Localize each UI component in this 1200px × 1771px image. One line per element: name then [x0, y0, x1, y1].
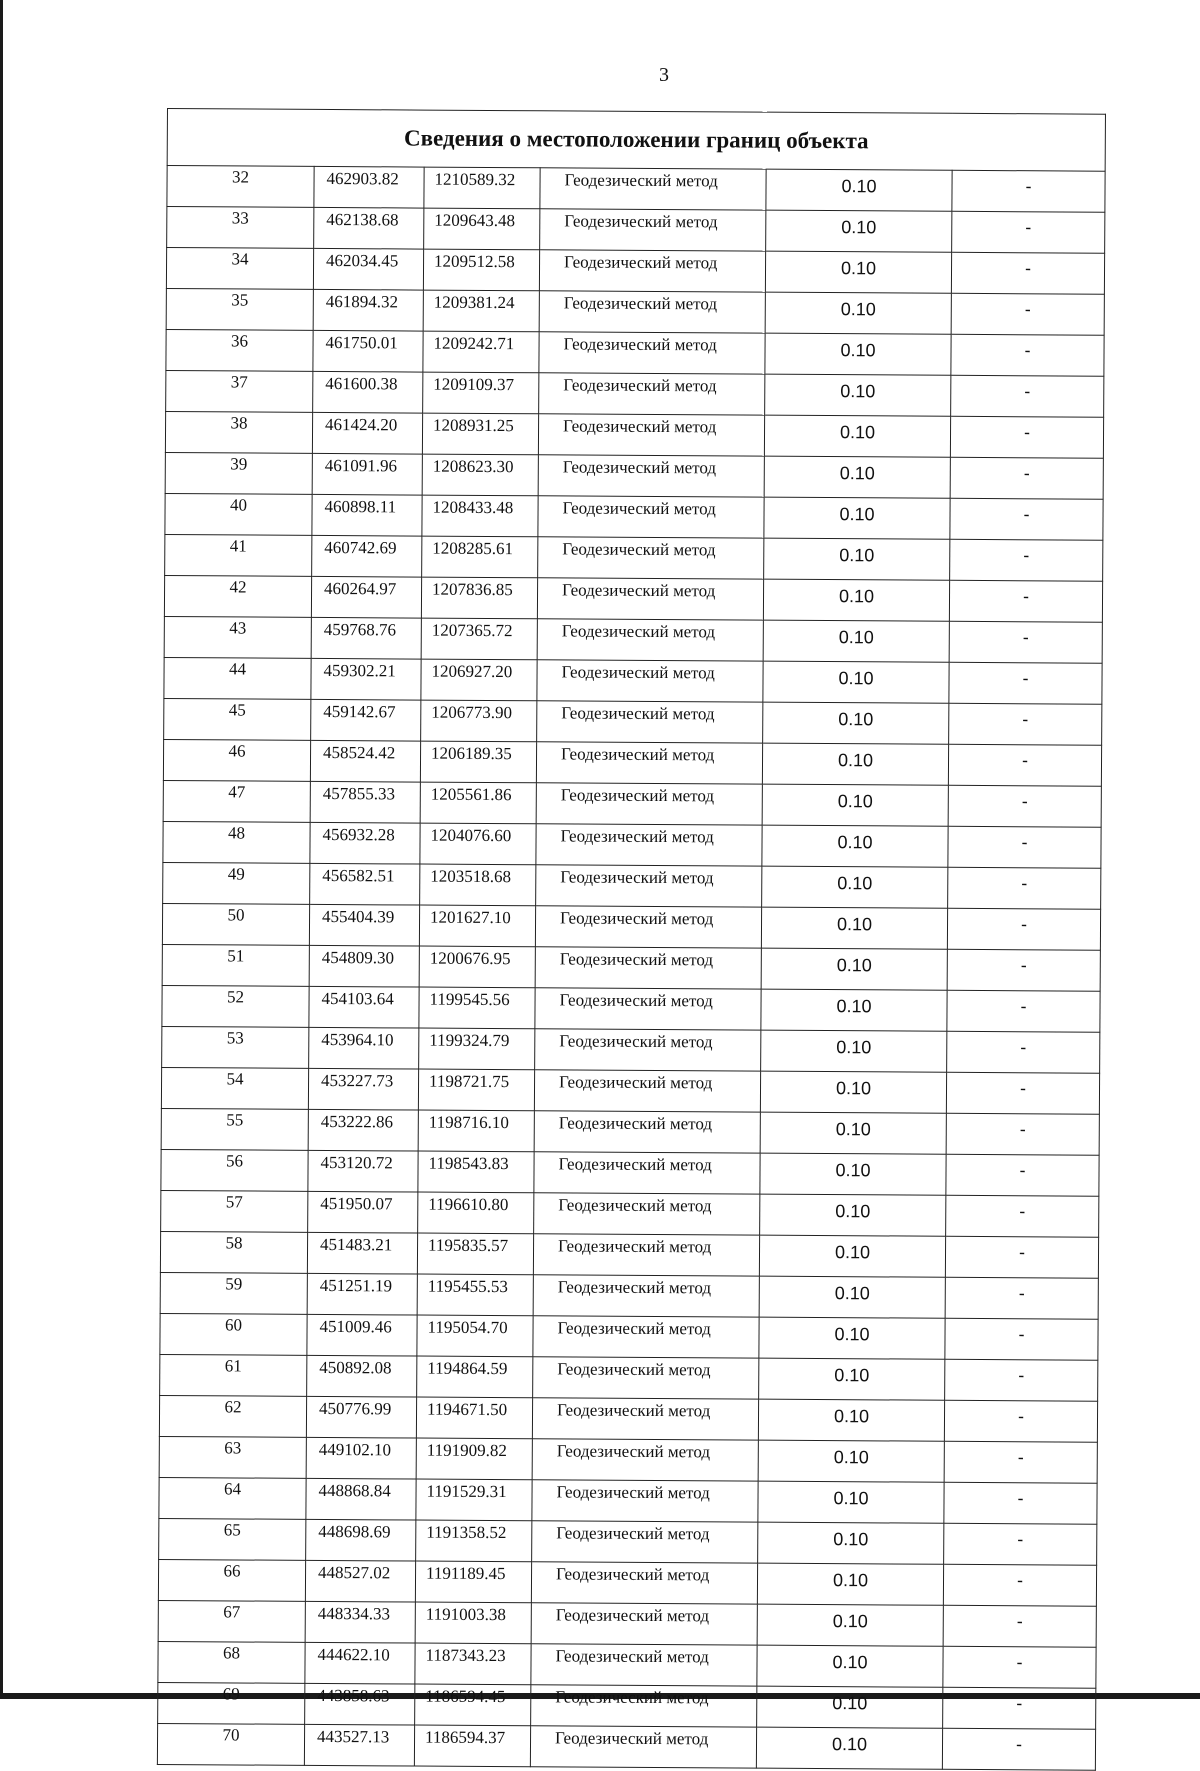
note-cell: -: [944, 1441, 1097, 1483]
point-number-cell: 38: [165, 411, 312, 453]
note-cell: -: [948, 867, 1101, 909]
point-number-cell: 37: [166, 370, 313, 412]
note-cell: -: [946, 1072, 1099, 1114]
y-coordinate-cell: 1191189.45: [415, 1561, 531, 1603]
accuracy-cell: 0.10: [759, 1358, 945, 1400]
method-cell: Геодезический метод: [538, 537, 764, 579]
x-coordinate-cell: 454809.30: [309, 945, 419, 987]
point-number-cell: 68: [158, 1641, 305, 1683]
method-cell: Геодезический метод: [536, 865, 762, 907]
x-coordinate-cell: 453222.86: [308, 1109, 418, 1151]
x-coordinate-cell: 453120.72: [308, 1150, 418, 1192]
accuracy-cell: 0.10: [762, 866, 948, 908]
y-coordinate-cell: 1191003.38: [415, 1602, 531, 1644]
point-number-cell: 32: [167, 166, 314, 208]
note-cell: -: [943, 1564, 1096, 1606]
method-cell: Геодезический метод: [539, 250, 765, 292]
x-coordinate-cell: 456582.51: [310, 863, 420, 905]
accuracy-cell: 0.10: [759, 1317, 945, 1359]
accuracy-cell: 0.10: [762, 743, 948, 785]
accuracy-cell: 0.10: [762, 784, 948, 826]
table-row: [160, 1313, 1098, 1360]
y-coordinate-cell: 1186594.37: [414, 1725, 530, 1767]
point-number-cell: 40: [165, 493, 312, 535]
table-row: [165, 452, 1103, 499]
accuracy-cell: 0.10: [758, 1440, 944, 1482]
table-row: [162, 903, 1100, 950]
table-row: [158, 1682, 1096, 1729]
point-number-cell: 45: [164, 698, 311, 740]
x-coordinate-cell: 451950.07: [308, 1191, 418, 1233]
x-coordinate-cell: 448334.33: [305, 1601, 415, 1643]
method-cell: Геодезический метод: [537, 578, 763, 620]
x-coordinate-cell: 453227.73: [308, 1068, 418, 1110]
x-coordinate-cell: 460898.11: [312, 494, 422, 536]
x-coordinate-cell: 462903.82: [314, 166, 424, 208]
y-coordinate-cell: 1199324.79: [419, 1028, 535, 1070]
y-coordinate-cell: 1194671.50: [416, 1397, 532, 1439]
method-cell: Геодезический метод: [540, 209, 766, 251]
note-cell: -: [951, 252, 1104, 294]
y-coordinate-cell: 1191529.31: [416, 1479, 532, 1521]
point-number-cell: 65: [159, 1518, 306, 1560]
method-cell: Геодезический метод: [536, 742, 762, 784]
x-coordinate-cell: 457855.33: [310, 781, 420, 823]
accuracy-cell: 0.10: [765, 292, 951, 334]
accuracy-cell: 0.10: [760, 1112, 946, 1154]
y-coordinate-cell: 1210589.32: [424, 167, 540, 209]
y-coordinate-cell: 1208433.48: [422, 495, 538, 537]
y-coordinate-cell: 1194864.59: [417, 1356, 533, 1398]
point-number-cell: 53: [162, 1026, 309, 1068]
method-cell: Геодезический метод: [534, 1111, 760, 1153]
point-number-cell: 56: [161, 1149, 308, 1191]
point-number-cell: 70: [157, 1723, 304, 1765]
note-cell: -: [944, 1482, 1097, 1524]
y-coordinate-cell: 1207836.85: [421, 577, 537, 619]
accuracy-cell: 0.10: [764, 415, 950, 457]
table-row: [166, 329, 1104, 376]
table-row: [165, 534, 1103, 581]
note-cell: -: [947, 949, 1100, 991]
note-cell: -: [946, 1195, 1099, 1237]
accuracy-cell: 0.10: [760, 1194, 946, 1236]
x-coordinate-cell: 448698.69: [306, 1519, 416, 1561]
y-coordinate-cell: 1198543.83: [418, 1151, 534, 1193]
method-cell: Геодезический метод: [539, 291, 765, 333]
table-row: [158, 1641, 1096, 1688]
note-cell: -: [944, 1400, 1097, 1442]
table-row: [161, 1149, 1099, 1196]
x-coordinate-cell: 443527.13: [304, 1724, 414, 1766]
note-cell: -: [947, 908, 1100, 950]
table-row: [158, 1600, 1096, 1647]
accuracy-cell: 0.10: [761, 989, 947, 1031]
method-cell: Геодезический метод: [537, 660, 763, 702]
note-cell: -: [945, 1359, 1098, 1401]
point-number-cell: 43: [164, 616, 311, 658]
point-number-cell: 39: [165, 452, 312, 494]
method-cell: Геодезический метод: [535, 988, 761, 1030]
point-number-cell: 59: [160, 1272, 307, 1314]
x-coordinate-cell: 443858.63: [305, 1683, 415, 1725]
table-row: [165, 411, 1103, 458]
point-number-cell: 51: [162, 944, 309, 986]
accuracy-cell: 0.10: [766, 210, 952, 252]
method-cell: Геодезический метод: [533, 1316, 759, 1358]
method-cell: Геодезический метод: [540, 168, 766, 210]
point-number-cell: 67: [158, 1600, 305, 1642]
method-cell: Геодезический метод: [532, 1439, 758, 1481]
note-cell: -: [950, 416, 1103, 458]
table-row: [167, 207, 1105, 254]
method-cell: Геодезический метод: [533, 1275, 759, 1317]
y-coordinate-cell: 1195455.53: [417, 1274, 533, 1316]
note-cell: -: [950, 498, 1103, 540]
method-cell: Геодезический метод: [532, 1521, 758, 1563]
x-coordinate-cell: 448527.02: [305, 1560, 415, 1602]
note-cell: -: [946, 1113, 1099, 1155]
point-number-cell: 54: [161, 1067, 308, 1109]
point-number-cell: 62: [159, 1395, 306, 1437]
point-number-cell: 49: [163, 862, 310, 904]
table-row: [161, 1190, 1099, 1237]
x-coordinate-cell: 444622.10: [305, 1642, 415, 1684]
y-coordinate-cell: 1206189.35: [420, 741, 536, 783]
y-coordinate-cell: 1204076.60: [420, 823, 536, 865]
boundary-coordinates-table: [157, 108, 1106, 1771]
point-number-cell: 55: [161, 1108, 308, 1150]
note-cell: -: [949, 662, 1102, 704]
note-cell: -: [947, 1031, 1100, 1073]
point-number-cell: 47: [163, 780, 310, 822]
point-number-cell: 61: [160, 1354, 307, 1396]
table-row: [161, 1067, 1099, 1114]
point-number-cell: 64: [159, 1477, 306, 1519]
accuracy-cell: 0.10: [764, 497, 950, 539]
y-coordinate-cell: 1186594.45: [415, 1684, 531, 1726]
method-cell: Геодезический метод: [532, 1480, 758, 1522]
note-cell: -: [942, 1728, 1095, 1770]
y-coordinate-cell: 1209512.58: [423, 249, 539, 291]
y-coordinate-cell: 1187343.23: [415, 1643, 531, 1685]
table-row: [164, 698, 1102, 745]
accuracy-cell: 0.10: [760, 1071, 946, 1113]
note-cell: -: [948, 744, 1101, 786]
accuracy-cell: 0.10: [761, 1030, 947, 1072]
accuracy-cell: 0.10: [757, 1563, 943, 1605]
accuracy-cell: 0.10: [763, 620, 949, 662]
table-title-row: [167, 109, 1105, 172]
accuracy-cell: 0.10: [762, 825, 948, 867]
table-row: [162, 944, 1100, 991]
x-coordinate-cell: 456932.28: [310, 822, 420, 864]
table-body: [157, 166, 1105, 1771]
note-cell: -: [948, 785, 1101, 827]
point-number-cell: 48: [163, 821, 310, 863]
x-coordinate-cell: 459768.76: [311, 617, 421, 659]
accuracy-cell: 0.10: [765, 251, 951, 293]
method-cell: Геодезический метод: [534, 1152, 760, 1194]
method-cell: Геодезический метод: [531, 1685, 757, 1727]
note-cell: -: [945, 1277, 1098, 1319]
y-coordinate-cell: 1199545.56: [419, 987, 535, 1029]
note-cell: -: [945, 1318, 1098, 1360]
method-cell: Геодезический метод: [538, 496, 764, 538]
point-number-cell: 63: [159, 1436, 306, 1478]
table-row: [164, 657, 1102, 704]
x-coordinate-cell: 450776.99: [306, 1396, 416, 1438]
method-cell: Геодезический метод: [538, 414, 764, 456]
x-coordinate-cell: 451483.21: [307, 1232, 417, 1274]
y-coordinate-cell: 1208285.61: [422, 536, 538, 578]
page-number: 3: [659, 64, 669, 86]
note-cell: -: [951, 293, 1104, 335]
table-row: [160, 1231, 1098, 1278]
x-coordinate-cell: 451251.19: [307, 1273, 417, 1315]
method-cell: Геодезический метод: [537, 701, 763, 743]
method-cell: Геодезический метод: [535, 906, 761, 948]
accuracy-cell: 0.10: [760, 1153, 946, 1195]
accuracy-cell: 0.10: [759, 1276, 945, 1318]
x-coordinate-cell: 460742.69: [312, 535, 422, 577]
y-coordinate-cell: 1209242.71: [423, 331, 539, 373]
x-coordinate-cell: 461600.38: [313, 371, 423, 413]
method-cell: Геодезический метод: [537, 619, 763, 661]
x-coordinate-cell: 451009.46: [307, 1314, 417, 1356]
note-cell: -: [949, 580, 1102, 622]
accuracy-cell: 0.10: [757, 1686, 943, 1728]
y-coordinate-cell: 1206773.90: [421, 700, 537, 742]
y-coordinate-cell: 1198716.10: [418, 1110, 534, 1152]
x-coordinate-cell: 449102.10: [306, 1437, 416, 1479]
y-coordinate-cell: 1191358.52: [416, 1520, 532, 1562]
table-row: [164, 575, 1102, 622]
y-coordinate-cell: 1195835.57: [417, 1233, 533, 1275]
method-cell: Геодезический метод: [531, 1562, 757, 1604]
table-row: [159, 1436, 1097, 1483]
note-cell: -: [948, 826, 1101, 868]
method-cell: Геодезический метод: [536, 783, 762, 825]
y-coordinate-cell: 1209109.37: [423, 372, 539, 414]
point-number-cell: 60: [160, 1313, 307, 1355]
x-coordinate-cell: 450892.08: [307, 1355, 417, 1397]
y-coordinate-cell: 1196610.80: [418, 1192, 534, 1234]
note-cell: -: [949, 621, 1102, 663]
note-cell: -: [943, 1605, 1096, 1647]
note-cell: -: [950, 539, 1103, 581]
note-cell: -: [951, 375, 1104, 417]
accuracy-cell: 0.10: [758, 1522, 944, 1564]
point-number-cell: 52: [162, 985, 309, 1027]
table-row: [159, 1518, 1097, 1565]
accuracy-cell: 0.10: [763, 579, 949, 621]
point-number-cell: 42: [164, 575, 311, 617]
x-coordinate-cell: 448868.84: [306, 1478, 416, 1520]
table-row: [163, 739, 1101, 786]
method-cell: Геодезический метод: [533, 1234, 759, 1276]
note-cell: -: [947, 990, 1100, 1032]
accuracy-cell: 0.10: [763, 702, 949, 744]
y-coordinate-cell: 1209643.48: [424, 208, 540, 250]
note-cell: -: [949, 703, 1102, 745]
y-coordinate-cell: 1201627.10: [419, 905, 535, 947]
y-coordinate-cell: 1200676.95: [419, 946, 535, 988]
method-cell: Геодезический метод: [539, 332, 765, 374]
method-cell: Геодезический метод: [535, 947, 761, 989]
y-coordinate-cell: 1207365.72: [421, 618, 537, 660]
note-cell: -: [944, 1523, 1097, 1565]
y-coordinate-cell: 1206927.20: [421, 659, 537, 701]
y-coordinate-cell: 1191909.82: [416, 1438, 532, 1480]
note-cell: -: [951, 334, 1104, 376]
x-coordinate-cell: 459302.21: [311, 658, 421, 700]
x-coordinate-cell: 458524.42: [310, 740, 420, 782]
method-cell: Геодезический метод: [531, 1603, 757, 1645]
note-cell: -: [950, 457, 1103, 499]
table-row: [162, 985, 1100, 1032]
accuracy-cell: 0.10: [764, 538, 950, 580]
accuracy-cell: 0.10: [765, 333, 951, 375]
table-row: [166, 288, 1104, 335]
point-number-cell: 46: [163, 739, 310, 781]
y-coordinate-cell: 1205561.86: [420, 782, 536, 824]
point-number-cell: 35: [166, 288, 313, 330]
table-row: [167, 166, 1105, 213]
accuracy-cell: 0.10: [761, 948, 947, 990]
accuracy-cell: 0.10: [766, 169, 952, 211]
accuracy-cell: 0.10: [758, 1399, 944, 1441]
note-cell: -: [943, 1646, 1096, 1688]
accuracy-cell: 0.10: [761, 907, 947, 949]
x-coordinate-cell: 453964.10: [309, 1027, 419, 1069]
table-row: [163, 780, 1101, 827]
accuracy-cell: 0.10: [765, 374, 951, 416]
method-cell: Геодезический метод: [535, 1029, 761, 1071]
point-number-cell: 44: [164, 657, 311, 699]
point-number-cell: 57: [161, 1190, 308, 1232]
x-coordinate-cell: 462034.45: [313, 248, 423, 290]
x-coordinate-cell: 462138.68: [314, 207, 424, 249]
x-coordinate-cell: 455404.39: [309, 904, 419, 946]
table-row: [160, 1272, 1098, 1319]
method-cell: Геодезический метод: [538, 455, 764, 497]
accuracy-cell: 0.10: [757, 1645, 943, 1687]
accuracy-cell: 0.10: [756, 1727, 942, 1769]
x-coordinate-cell: 460264.97: [311, 576, 421, 618]
note-cell: -: [952, 211, 1105, 253]
point-number-cell: 41: [165, 534, 312, 576]
y-coordinate-cell: 1198721.75: [418, 1069, 534, 1111]
table-row: [157, 1723, 1095, 1770]
table-row: [164, 616, 1102, 663]
y-coordinate-cell: 1209381.24: [423, 290, 539, 332]
point-number-cell: 66: [158, 1559, 305, 1601]
x-coordinate-cell: 459142.67: [311, 699, 421, 741]
method-cell: Геодезический метод: [536, 824, 762, 866]
method-cell: Геодезический метод: [530, 1726, 756, 1768]
y-coordinate-cell: 1208931.25: [422, 413, 538, 455]
point-number-cell: 69: [158, 1682, 305, 1724]
table-row: [165, 493, 1103, 540]
table-row: [163, 862, 1101, 909]
method-cell: Геодезический метод: [531, 1644, 757, 1686]
method-cell: Геодезический метод: [533, 1357, 759, 1399]
x-coordinate-cell: 461424.20: [312, 412, 422, 454]
y-coordinate-cell: 1195054.70: [417, 1315, 533, 1357]
scan-edge-left: [0, 0, 3, 1699]
table-row: [160, 1354, 1098, 1401]
point-number-cell: 58: [160, 1231, 307, 1273]
method-cell: Геодезический метод: [534, 1070, 760, 1112]
accuracy-cell: 0.10: [763, 661, 949, 703]
note-cell: -: [943, 1687, 1096, 1729]
point-number-cell: 33: [167, 207, 314, 249]
table-row: [159, 1477, 1097, 1524]
point-number-cell: 34: [166, 248, 313, 290]
point-number-cell: 36: [166, 329, 313, 371]
x-coordinate-cell: 461750.01: [313, 330, 423, 372]
y-coordinate-cell: 1203518.68: [420, 864, 536, 906]
accuracy-cell: 0.10: [758, 1481, 944, 1523]
table-row: [163, 821, 1101, 868]
y-coordinate-cell: 1208623.30: [422, 454, 538, 496]
table-row: [161, 1108, 1099, 1155]
note-cell: -: [945, 1236, 1098, 1278]
point-number-cell: 50: [162, 903, 309, 945]
x-coordinate-cell: 461894.32: [313, 289, 423, 331]
accuracy-cell: 0.10: [759, 1235, 945, 1277]
method-cell: Геодезический метод: [534, 1193, 760, 1235]
accuracy-cell: 0.10: [764, 456, 950, 498]
table-title: Сведения о местоположении границ объекта: [167, 109, 1105, 172]
x-coordinate-cell: 454103.64: [309, 986, 419, 1028]
x-coordinate-cell: 461091.96: [312, 453, 422, 495]
accuracy-cell: 0.10: [757, 1604, 943, 1646]
table-row: [159, 1395, 1097, 1442]
note-cell: -: [952, 170, 1105, 212]
table-row: [158, 1559, 1096, 1606]
table-row: [166, 370, 1104, 417]
method-cell: Геодезический метод: [532, 1398, 758, 1440]
method-cell: Геодезический метод: [539, 373, 765, 415]
note-cell: -: [946, 1154, 1099, 1196]
table-row: [162, 1026, 1100, 1073]
table-row: [166, 248, 1104, 295]
